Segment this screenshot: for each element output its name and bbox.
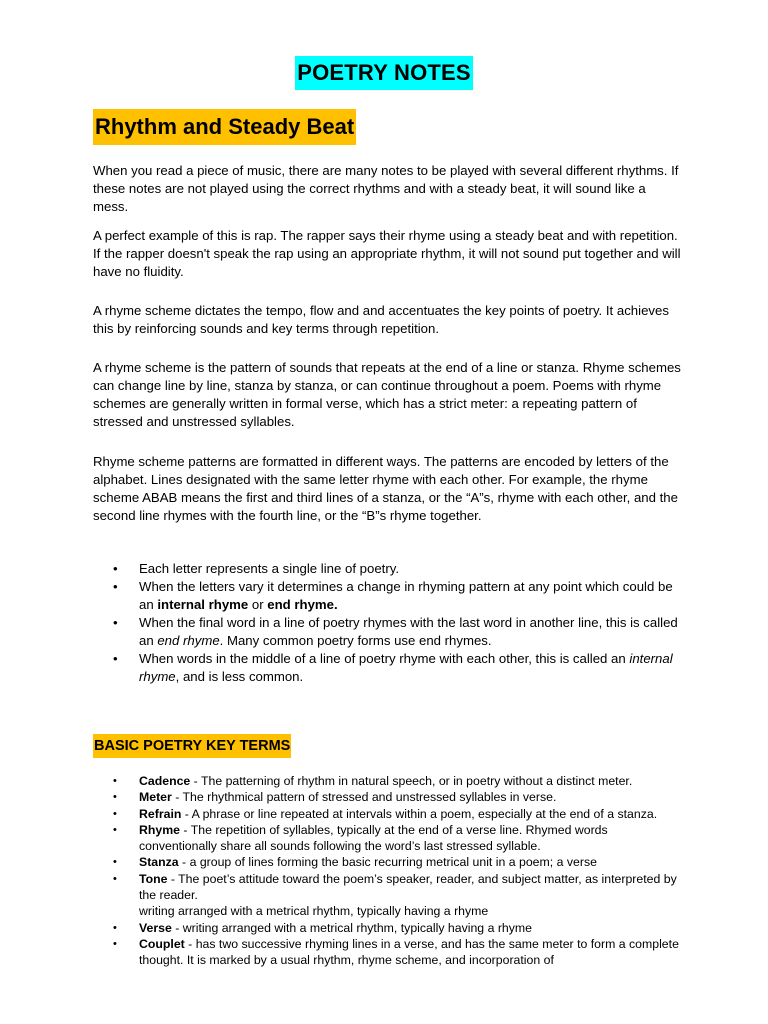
- term-label: Couplet: [139, 936, 185, 951]
- bullet-icon: •: [113, 872, 117, 885]
- paragraph-rhyme-scheme-definition: [93, 359, 683, 431]
- bullet-icon: •: [113, 921, 117, 934]
- term-item-refrain: [93, 806, 683, 822]
- list-item-text: . Many common poetry forms use end rhymes.: [219, 633, 492, 648]
- paragraph-rap: [93, 227, 683, 281]
- term-definition: - The patterning of rhythm in natural speech, or in poetry without a distinct meter.: [190, 774, 633, 788]
- term-label: Refrain: [139, 806, 182, 821]
- stray-line: writing arranged with a metrical rhythm, typically having a rhyme: [139, 904, 489, 919]
- paragraph-text: Rhyme scheme patterns are formatted in different ways. The patterns are encoded by letters of the alphabet. Lines designated with the same letter rhyme with each other. For example, the rhyme scheme ABAB means the first and third lines of a stanza, or the “A”s, rhyme with each other, and the second line rhymes with the fourth line, or the “B”s rhyme together.: [93, 454, 678, 523]
- list-item-text: When words in the middle of a line of poetry rhyme with each other, this is called an: [139, 651, 630, 666]
- term-label: Tone: [139, 871, 168, 886]
- list-item: [93, 560, 683, 578]
- term-label: Meter: [139, 790, 172, 805]
- bold-term: end rhyme.: [267, 597, 338, 612]
- italic-term: internal rhyme: [139, 651, 673, 684]
- term-label: Verse: [139, 920, 172, 935]
- list-item: [93, 650, 683, 686]
- term-item-stanza: [93, 854, 683, 870]
- term-definition: - writing arranged with a metrical rhythm, typically having a rhyme: [171, 920, 532, 935]
- page-title: POETRY NOTES: [295, 56, 473, 90]
- term-definition: - has two successive rhyming lines in a verse, and has the same meter to form a complete thought. It is marked by a usual rhythm, rhyme scheme, and incorporation of: [139, 936, 679, 968]
- bullet-icon: •: [113, 937, 117, 950]
- term-definition: - The repetition of syllables, typically at the end of a verse line. Rhymed words conventionally share all sounds following the word’s last stressed syllable.: [139, 822, 608, 854]
- bullet-icon: •: [113, 823, 117, 836]
- term-label: Rhyme: [139, 822, 181, 837]
- term-item-tone: [93, 871, 683, 904]
- bullet-icon: •: [113, 775, 117, 787]
- italic-term: end rhyme: [157, 633, 220, 648]
- term-label: Cadence: [139, 774, 191, 788]
- term-item-cadence: [93, 773, 683, 789]
- paragraph-rhyme-scheme-patterns: [93, 453, 683, 525]
- term-item-couplet: [93, 936, 683, 969]
- bullet-icon: •: [113, 561, 118, 576]
- rhyme-bullet-list: [93, 560, 683, 686]
- paragraph-text: A rhyme scheme is the pattern of sounds that repeats at the end of a line or stanza. Rhyme schemes can change line by line, stanza by stanza, or can continue throughout a poem. Poems with rhyme schemes are generally written in formal verse, which has a strict meter: a repeating pattern of stressed and unstressed syllables.: [93, 360, 681, 429]
- term-definition: - The rhythmical pattern of stressed and unstressed syllables in verse.: [171, 790, 557, 805]
- bullet-icon: •: [113, 579, 118, 594]
- key-terms-list: [93, 773, 683, 969]
- term-item-meter: [93, 789, 683, 805]
- list-item-text: , and is less common.: [175, 669, 304, 684]
- bullet-icon: •: [113, 791, 117, 804]
- title-container: [0, 56, 768, 90]
- list-item-text: Each letter represents a single line of poetry.: [139, 561, 399, 576]
- list-item-text: When the letters vary it determines a change in rhyming pattern at any point which could be an: [139, 579, 673, 612]
- bullet-icon: •: [113, 651, 118, 666]
- list-item: [93, 578, 683, 614]
- bullet-icon: •: [113, 615, 118, 630]
- section-heading-rhythm: Rhythm and Steady Beat: [93, 109, 356, 145]
- section-heading-key-terms: BASIC POETRY KEY TERMS: [93, 734, 291, 758]
- paragraph-rhyme-scheme-tempo: [93, 302, 683, 338]
- term-definition: - a group of lines forming the basic recurring metrical unit in a poem; a verse: [178, 855, 597, 870]
- term-label: Stanza: [139, 855, 179, 870]
- paragraph-text: A rhyme scheme dictates the tempo, flow and and accentuates the key points of poetry. It achieves this by reinforcing sounds and key terms through repetition.: [93, 303, 669, 336]
- paragraph-music: [93, 162, 683, 216]
- term-item-rhyme: [93, 822, 683, 855]
- paragraph-text: A perfect example of this is rap. The rapper says their rhyme using a steady beat and with repetition. If the rapper doesn't speak the rap using an appropriate rhythm, it will not sound put together and will have no fluidity.: [93, 228, 681, 279]
- bullet-icon: •: [113, 856, 117, 869]
- list-item-text: When the final word in a line of poetry rhymes with the last word in another line, this is called an: [139, 615, 678, 648]
- bold-term: internal rhyme: [157, 597, 249, 612]
- paragraph-text: When you read a piece of music, there are many notes to be played with several different rhythms. If these notes are not played using the correct rhythms and with a steady beat, it will sound like a mess.: [93, 163, 679, 214]
- list-item: [93, 614, 683, 650]
- term-item-verse: [93, 920, 683, 936]
- term-definition: - A phrase or line repeated at intervals within a poem, especially at the end of a stanza.: [181, 806, 658, 821]
- list-item-text: or: [248, 597, 268, 612]
- term-definition: - The poet’s attitude toward the poem’s speaker, reader, and subject matter, as interpreted by the reader.: [139, 871, 677, 903]
- bullet-icon: •: [113, 807, 117, 820]
